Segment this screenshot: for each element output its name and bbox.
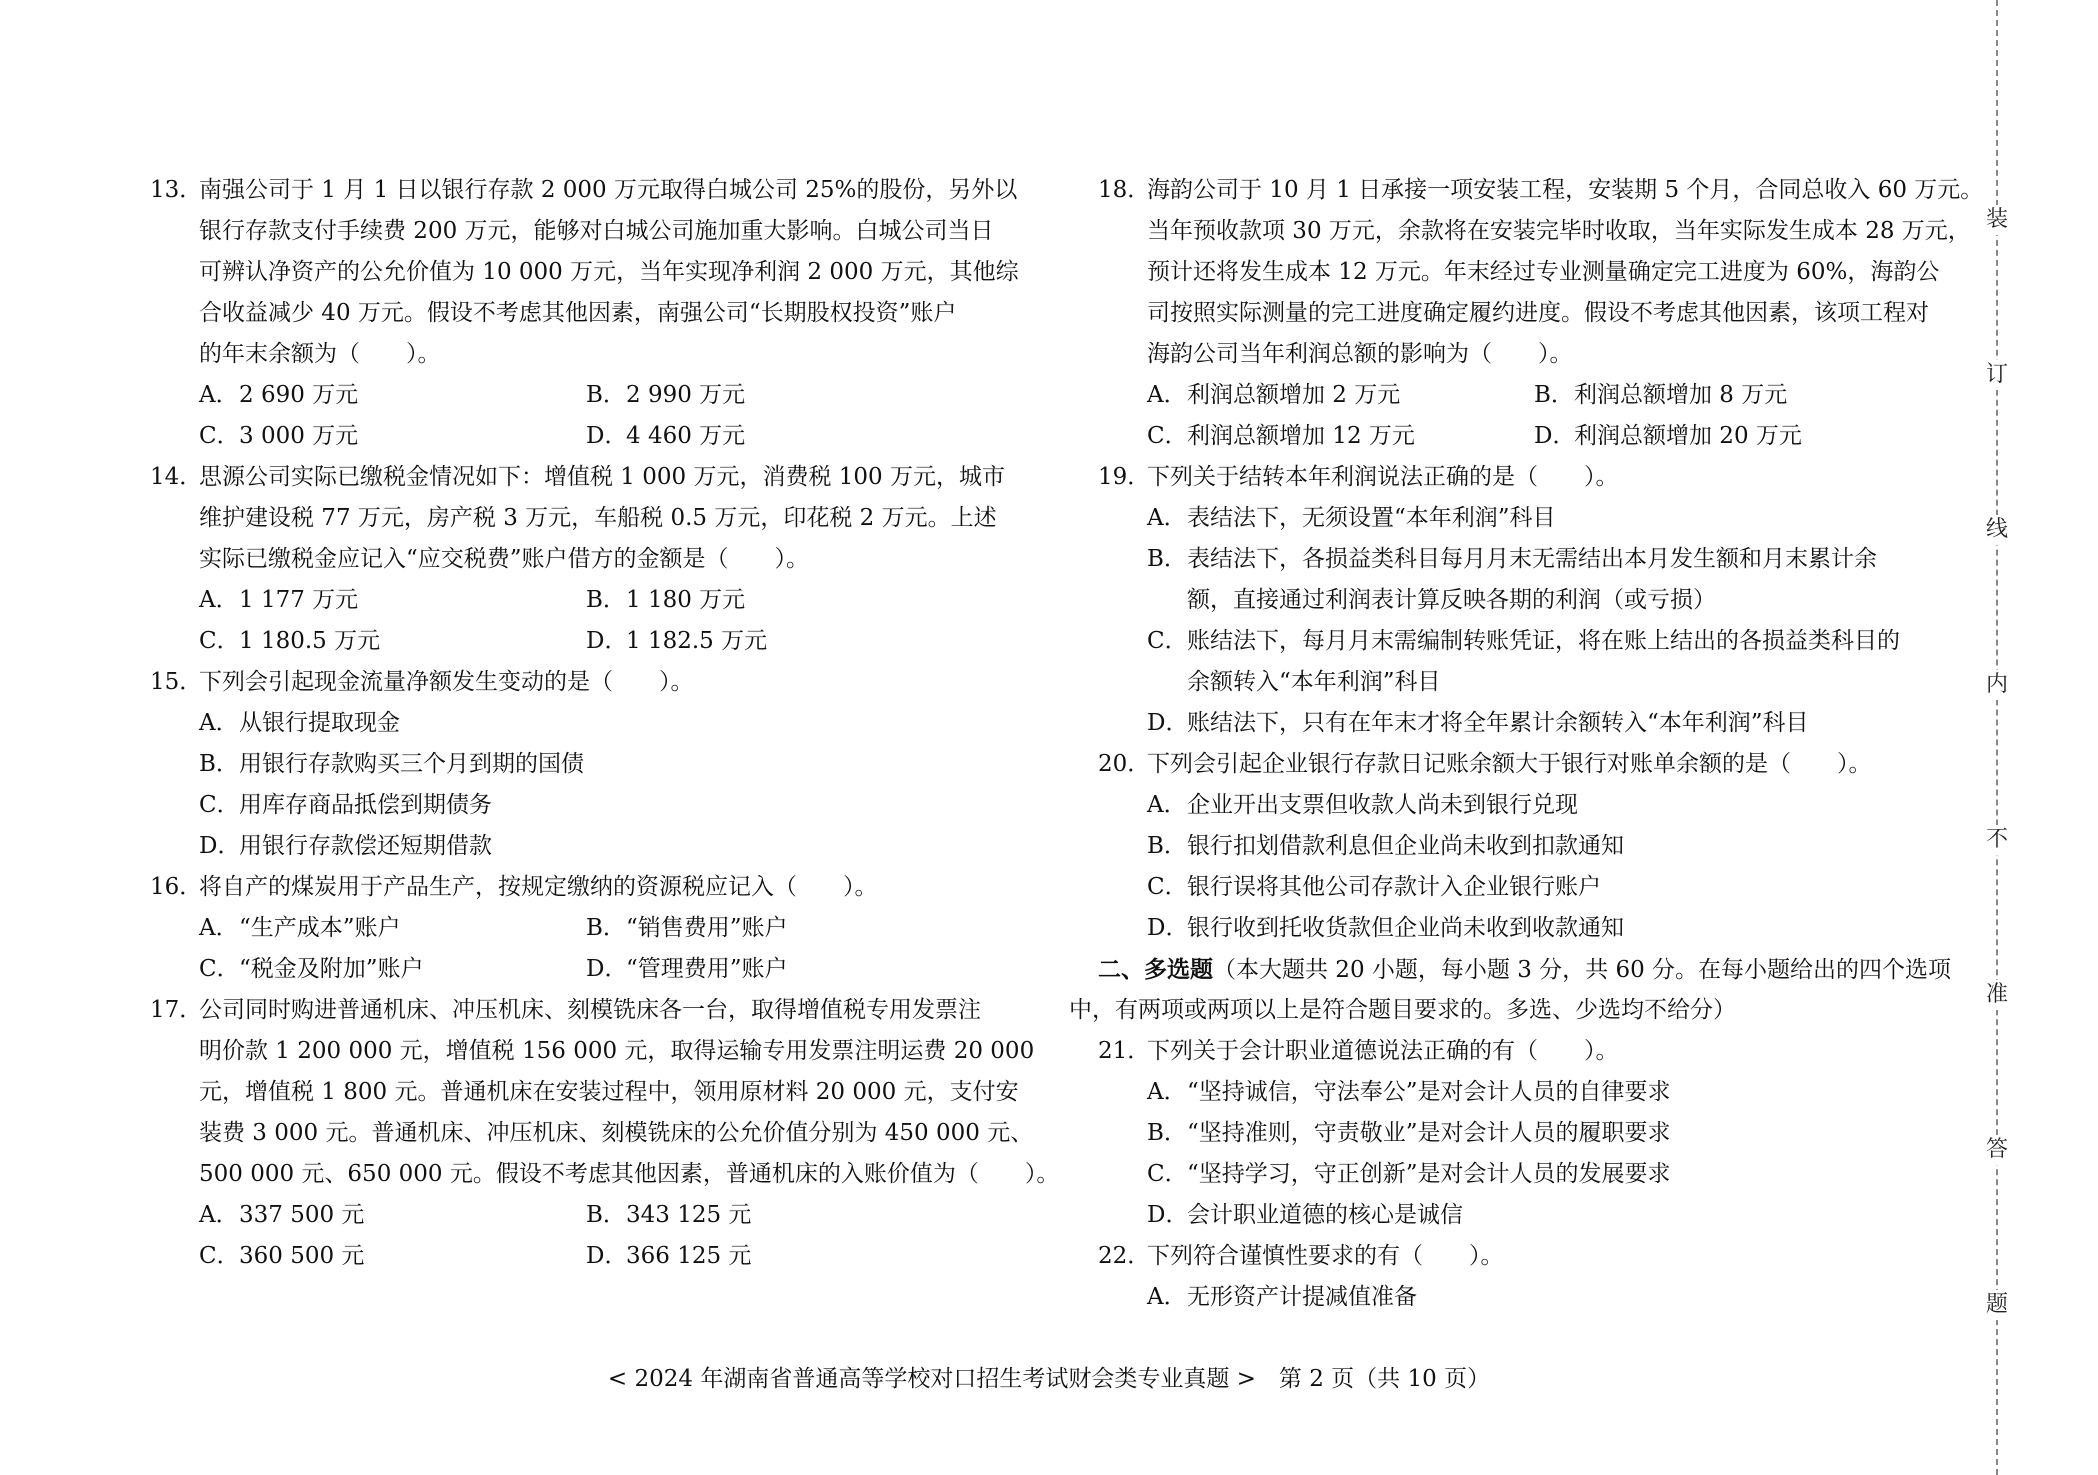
option-letter: B． (586, 587, 626, 613)
option-text: 银行扣划借款利息但企业尚未收到扣款通知 (1187, 833, 1624, 859)
option-letter: B． (199, 751, 239, 777)
option-text: 无形资产计提减值准备 (1187, 1284, 1417, 1310)
question-number: 18． (1098, 177, 1151, 203)
question-number: 20． (1098, 751, 1151, 777)
option-text: 用库存商品抵偿到期债务 (239, 792, 492, 818)
option-letter: D． (1147, 1202, 1189, 1228)
answer-option (1147, 1277, 1417, 1318)
answer-option (199, 908, 401, 949)
option-letter: B． (1534, 382, 1574, 408)
option-text: 账结法下，每月月末需编制转账凭证，将在账上结出的各损益类科目的 (1187, 628, 1900, 654)
answer-option (199, 416, 358, 457)
option-letter: C． (199, 1243, 240, 1269)
question-text: 公司同时购进普通机床、冲压机床、刻模铣床各一台，取得增值税专用发票注 (199, 997, 981, 1023)
answer-option (586, 621, 767, 662)
option-letter: D． (1147, 915, 1189, 941)
question-text: 下列会引起企业银行存款日记账余额大于银行对账单余额的是（ ）。 (1147, 751, 1872, 777)
answer-option (1534, 416, 1802, 457)
question-number: 13． (150, 177, 203, 203)
option-text: “管理费用”账户 (626, 956, 788, 982)
option-letter: C． (199, 956, 240, 982)
option-text: “坚持准则，守责敬业”是对会计人员的履职要求 (1187, 1120, 1671, 1146)
answer-option (1534, 375, 1787, 416)
option-text: 360 500 元 (239, 1243, 365, 1269)
option-text: 366 125 元 (626, 1243, 752, 1269)
question-text-line: 当年预收款项 30 万元，余款将在安装完毕时收取，当年实际发生成本 28 万元， (1147, 218, 1971, 244)
question-text: 思源公司实际已缴税金情况如下：增值税 1 000 万元，消费税 100 万元，城市 (199, 464, 1005, 490)
option-text: 337 500 元 (239, 1202, 365, 1228)
binding-char: 不 (1982, 825, 2012, 855)
option-letter: A． (199, 587, 239, 613)
question-number: 19． (1098, 464, 1151, 490)
option-text: 4 460 万元 (626, 423, 746, 449)
option-text: 3 000 万元 (239, 423, 359, 449)
option-letter: A． (199, 915, 239, 941)
option-text: 账结法下，只有在年末才将全年累计余额转入“本年利润”科目 (1187, 710, 1809, 736)
question-text-line: 司按照实际测量的完工进度确定履约进度。假设不考虑其他因素，该项工程对 (1147, 300, 1929, 326)
option-letter: D． (586, 628, 628, 654)
question-text-line: 明价款 1 200 000 元，增值税 156 000 元，取得运输专用发票注明运费 20 000 (199, 1038, 1035, 1064)
section-text-line: 中，有两项或两项以上是符合题目要求的。多选、少选均不给分） (1069, 997, 1736, 1023)
option-text: 从银行提取现金 (239, 710, 400, 736)
answer-option (586, 580, 745, 621)
answer-option (1147, 621, 1900, 662)
answer-option (1147, 498, 1556, 539)
answer-option (199, 703, 400, 744)
option-letter: B． (1147, 546, 1187, 572)
answer-option (199, 621, 380, 662)
binding-char: 准 (1982, 980, 2012, 1010)
option-text: 银行收到托收货款但企业尚未收到收款通知 (1187, 915, 1624, 941)
answer-option (1147, 1154, 1671, 1195)
option-text: 2 690 万元 (239, 382, 359, 408)
option-letter: A． (199, 710, 239, 736)
option-letter: D． (586, 956, 628, 982)
answer-option (586, 1236, 751, 1277)
question-text-line: 维护建设税 77 万元，房产税 3 万元，车船税 0.5 万元，印花税 2 万元。上述 (199, 505, 997, 531)
question-text-line: 银行存款支付手续费 200 万元，能够对白城公司施加重大影响。白城公司当日 (199, 218, 994, 244)
question-text: 下列关于结转本年利润说法正确的是（ ）。 (1147, 464, 1619, 490)
question-number: 15． (150, 669, 203, 695)
answer-option (199, 1195, 364, 1236)
question-text: 下列关于会计职业道德说法正确的有（ ）。 (1147, 1038, 1619, 1064)
option-text: “生产成本”账户 (239, 915, 401, 941)
option-letter: C． (1147, 1161, 1188, 1187)
answer-option (586, 416, 745, 457)
binding-char: 装 (1982, 205, 2012, 235)
binding-char: 答 (1982, 1135, 2012, 1165)
option-text: 用银行存款购买三个月到期的国债 (239, 751, 584, 777)
option-letter: C． (199, 792, 240, 818)
option-text: 利润总额增加 12 万元 (1187, 423, 1415, 449)
question-number: 21． (1098, 1038, 1151, 1064)
option-letter: D． (199, 833, 241, 859)
option-letter: B． (586, 382, 626, 408)
option-text: 银行误将其他公司存款计入企业银行账户 (1187, 874, 1601, 900)
option-text: “销售费用”账户 (626, 915, 788, 941)
option-continuation: 额，直接通过利润表计算反映各期的利润（或亏损） (1187, 587, 1716, 613)
question-text-line: 500 000 元、650 000 元。假设不考虑其他因素，普通机床的入账价值为（ ）。 (199, 1161, 1060, 1187)
answer-option (199, 375, 358, 416)
option-text: “税金及附加”账户 (239, 956, 424, 982)
option-text: 2 990 万元 (626, 382, 746, 408)
answer-option (586, 1195, 751, 1236)
section-heading: 二、多选题 (1098, 956, 1213, 983)
question-number: 14． (150, 464, 203, 490)
binding-char: 题 (1982, 1290, 2012, 1320)
answer-option (1147, 539, 1877, 580)
answer-option (199, 744, 584, 785)
question-text-line: 海韵公司当年利润总额的影响为（ ）。 (1147, 341, 1573, 367)
section-heading-line (1098, 949, 1951, 990)
question-text-line: 装费 3 000 元。普通机床、冲压机床、刻模铣床的公允价值分别为 450 000 元、 (199, 1120, 1034, 1146)
option-text: 利润总额增加 20 万元 (1574, 423, 1802, 449)
option-letter: D． (586, 423, 628, 449)
option-text: 企业开出支票但收款人尚未到银行兑现 (1187, 792, 1578, 818)
binding-char: 线 (1982, 515, 2012, 545)
answer-option (199, 1236, 364, 1277)
answer-option (1147, 1072, 1671, 1113)
page-footer: < 2024 年湖南省普通高等学校对口招生考试财会类专业真题 > 第 2 页（共 10 页） (607, 1366, 1491, 1392)
answer-option (1147, 416, 1415, 457)
option-letter: B． (1147, 1120, 1187, 1146)
option-letter: A． (1147, 1284, 1187, 1310)
binding-char: 内 (1982, 670, 2012, 700)
answer-option (199, 826, 492, 867)
option-letter: A． (199, 382, 239, 408)
answer-option (199, 580, 358, 621)
option-letter: A． (1147, 505, 1187, 531)
question-text-line: 实际已缴税金应记入“应交税费”账户借方的金额是（ ）。 (199, 546, 810, 572)
question-text-line: 元，增值税 1 800 元。普通机床在安装过程中，领用原材料 20 000 元，支付安 (199, 1079, 1019, 1105)
option-text: 1 182.5 万元 (626, 628, 768, 654)
option-continuation: 余额转入“本年利润”科目 (1187, 669, 1441, 695)
option-text: 表结法下，无须设置“本年利润”科目 (1187, 505, 1556, 531)
answer-option (1147, 785, 1578, 826)
option-letter: C． (1147, 874, 1188, 900)
option-text: “坚持学习，守正创新”是对会计人员的发展要求 (1187, 1161, 1671, 1187)
question-text-line: 合收益减少 40 万元。假设不考虑其他因素，南强公司“长期股权投资”账户 (199, 300, 957, 326)
option-text: 利润总额增加 8 万元 (1574, 382, 1788, 408)
answer-option (199, 949, 424, 990)
option-letter: A． (199, 1202, 239, 1228)
question-number: 16． (150, 874, 203, 900)
question-text: 将自产的煤炭用于产品生产，按规定缴纳的资源税应记入（ ）。 (199, 874, 878, 900)
option-text: 1 180.5 万元 (239, 628, 381, 654)
answer-option (1147, 867, 1601, 908)
option-letter: B． (586, 1202, 626, 1228)
option-letter: C． (1147, 423, 1188, 449)
option-text: 表结法下，各损益类科目每月月末无需结出本月发生额和月末累计余 (1187, 546, 1877, 572)
option-text: “坚持诚信，守法奉公”是对会计人员的自律要求 (1187, 1079, 1671, 1105)
option-text: 343 125 元 (626, 1202, 752, 1228)
option-text: 1 180 万元 (626, 587, 746, 613)
option-text: 1 177 万元 (239, 587, 359, 613)
question-text-line: 的年末余额为（ ）。 (199, 341, 441, 367)
answer-option (1147, 1195, 1463, 1236)
option-letter: D． (1147, 710, 1189, 736)
option-letter: B． (586, 915, 626, 941)
option-text: 用银行存款偿还短期借款 (239, 833, 492, 859)
answer-option (1147, 826, 1624, 867)
question-text: 下列符合谨慎性要求的有（ ）。 (1147, 1243, 1504, 1269)
answer-option (1147, 375, 1400, 416)
question-text-line: 预计还将发生成本 12 万元。年末经过专业测量确定完工进度为 60%，海韵公 (1147, 259, 1940, 285)
option-text: 利润总额增加 2 万元 (1187, 382, 1401, 408)
option-letter: A． (1147, 382, 1187, 408)
option-letter: D． (1534, 423, 1576, 449)
answer-option (1147, 1113, 1671, 1154)
question-number: 22． (1098, 1243, 1151, 1269)
option-letter: D． (586, 1243, 628, 1269)
answer-option (1147, 703, 1809, 744)
question-text-line: 可辨认净资产的公允价值为 10 000 万元，当年实现净利润 2 000 万元，其他综 (199, 259, 1019, 285)
question-text: 下列会引起现金流量净额发生变动的是（ ）。 (199, 669, 694, 695)
question-text: 南强公司于 1 月 1 日以银行存款 2 000 万元取得白城公司 25%的股份，另外以 (199, 177, 1018, 203)
option-letter: A． (1147, 792, 1187, 818)
option-letter: B． (1147, 833, 1187, 859)
question-number: 17． (150, 997, 203, 1023)
answer-option (586, 908, 788, 949)
option-letter: C． (199, 423, 240, 449)
option-letter: A． (1147, 1079, 1187, 1105)
option-letter: C． (1147, 628, 1188, 654)
binding-char: 订 (1982, 360, 2012, 390)
question-text: 海韵公司于 10 月 1 日承接一项安装工程，安装期 5 个月，合同总收入 60 万元。 (1147, 177, 1984, 203)
section-description: （本大题共 20 小题，每小题 3 分，共 60 分。在每小题给出的四个选项 (1213, 957, 1952, 983)
answer-option (586, 375, 745, 416)
answer-option (1147, 908, 1624, 949)
answer-option (586, 949, 788, 990)
option-letter: C． (199, 628, 240, 654)
option-text: 会计职业道德的核心是诚信 (1187, 1202, 1463, 1228)
answer-option (199, 785, 492, 826)
